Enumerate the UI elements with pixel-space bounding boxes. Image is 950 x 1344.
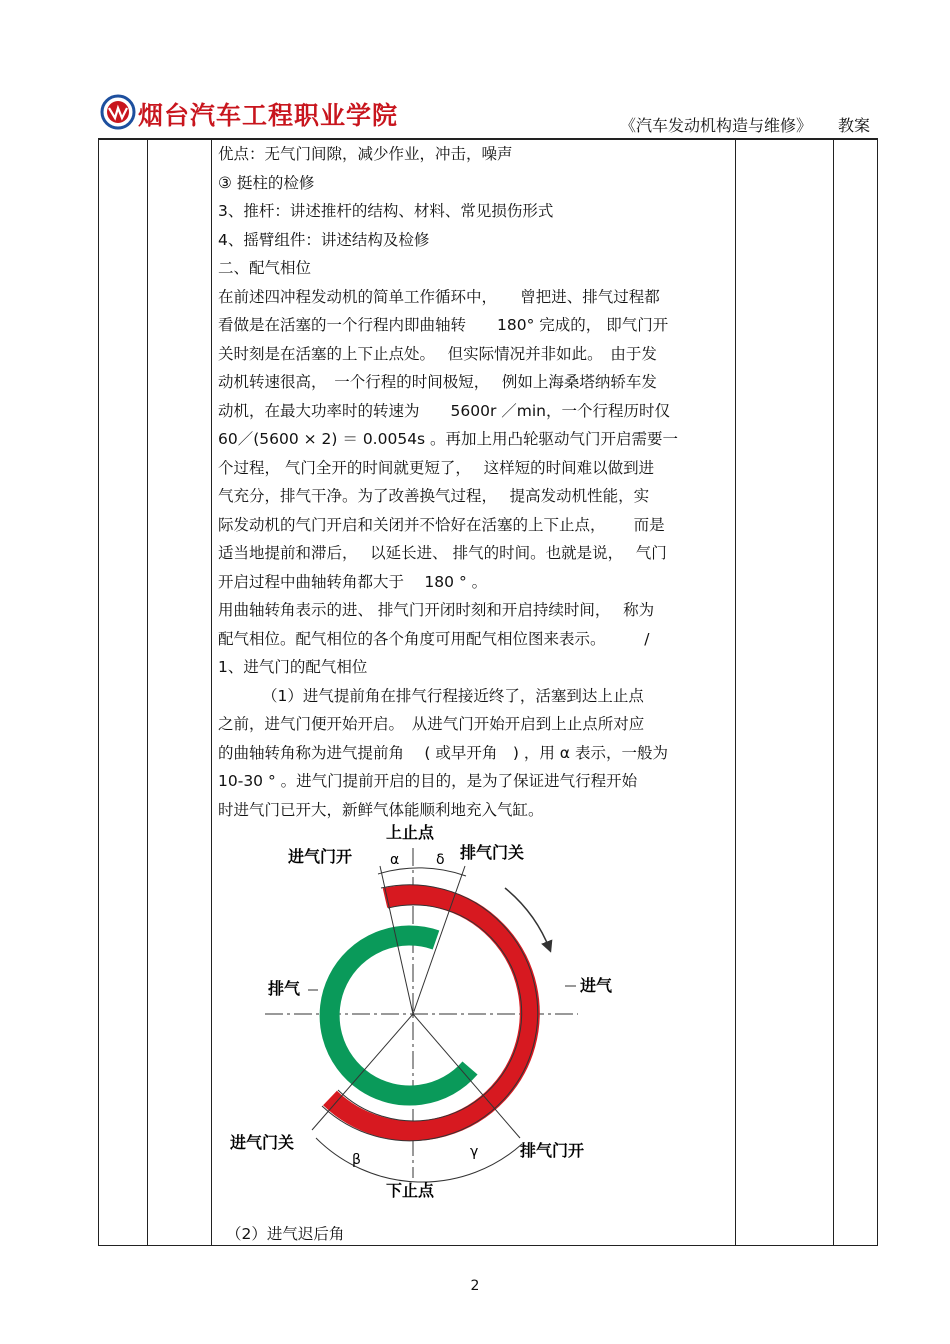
exhaust-close-label: 排气门关: [460, 843, 525, 862]
column-divider: [147, 139, 148, 1245]
alpha-label: α: [390, 852, 400, 868]
text-line: 60／(5600 × 2) ＝ 0.0054s 。再加上用凸轮驱动气门开启需要一: [218, 430, 679, 448]
page-header: [0, 0, 950, 140]
top-angle-arc: [378, 868, 466, 876]
top-dead-center-label: 上止点: [386, 823, 435, 842]
text-line: 时进气门已开大，新鲜气体能顺利地充入气缸。: [218, 800, 544, 819]
column-divider: [833, 139, 834, 1245]
text-line: 看做是在活塞的一个行程内即曲轴转 180° 完成的， 即气门开: [218, 316, 669, 334]
exhaust-label: 排气: [268, 979, 301, 998]
exhaust-arc: [330, 936, 470, 1096]
text-line: 在前述四冲程发动机的简单工作循环中， 曾把进、排气过程都: [218, 287, 660, 306]
text-line: （1）进气提前角在排气行程接近终了，活塞到达上止点: [262, 686, 644, 705]
text-line: 3、推杆：讲述推杆的结构、材料、常见损伤形式: [218, 202, 554, 220]
bottom-angle-arc: [316, 1138, 522, 1182]
course-title: 《汽车发动机构造与维修》: [619, 116, 812, 135]
school-name: 烟台汽车工程职业学院: [138, 101, 399, 130]
text-line: 动机转速很高， 一个行程的时间极短， 例如上海桑塔纳轿车发: [218, 373, 657, 391]
gamma-label: γ: [470, 1144, 479, 1160]
subsection-heading: 1、进气门的配气相位: [218, 658, 368, 676]
intake-close-label: 进气门关: [230, 1133, 295, 1152]
beta-label: β: [352, 1152, 361, 1168]
text-line: 配气相位。配气相位的各个角度可用配气相位图来表示。 /: [218, 629, 650, 648]
school-logo: [100, 92, 420, 132]
text-line: 际发动机的气门开启和关闭并不恰好在活塞的上下止点， 而是: [218, 515, 665, 534]
text-line: 之前，进气门便开始开启。 从进气门开始开启到上止点所对应: [218, 715, 645, 733]
intake-open-label: 进气门开: [288, 847, 353, 866]
text-line: 动机，在最大功率时的转速为 5600r ／min，一个行程历时仅: [218, 401, 670, 420]
text-line: 的曲轴转角称为进气提前角 ( 或早开角 ) ，用 α 表示，一般为: [218, 743, 668, 762]
text-line: ③ 挺柱的检修: [218, 173, 315, 192]
delta-label: δ: [436, 852, 445, 868]
bottom-dead-center-label: 下止点: [386, 1181, 435, 1200]
doc-type: 教案: [837, 116, 870, 135]
course-header: [620, 113, 870, 136]
text-line: 个过程， 气门全开的时间就更短了， 这样短的时间难以做到进: [218, 458, 655, 477]
text-line: 用曲轴转角表示的进、 排气门开闭时刻和开启持续时间， 称为: [218, 601, 655, 619]
text-line: 适当地提前和滞后， 以延长进、 排气的时间。也就是说， 气门: [218, 544, 667, 562]
text-line: 气充分，排气干净。为了改善换气过程， 提高发动机性能，实: [218, 487, 650, 505]
exhaust-open-label: 排气门开: [520, 1141, 585, 1160]
school-emblem-icon: [100, 94, 136, 130]
text-line: 开启过程中曲轴转角都大于 180 ° 。: [218, 572, 488, 591]
valve-timing-diagram: [220, 818, 620, 1208]
text-line: 4、摇臂组件：讲述结构及检修: [218, 230, 430, 249]
text-line: 优点：无气门间隙，减少作业，冲击，噪声: [218, 145, 513, 163]
text-line: （2）进气迟后角: [226, 1225, 345, 1243]
text-line: 10-30 ° 。进气门提前开启的目的，是为了保证进气行程开始: [218, 772, 638, 790]
section-heading: 二、配气相位: [218, 259, 312, 277]
page-number: 2: [470, 1278, 480, 1294]
text-line: 关时刻是在活塞的上下止点处。 但实际情况并非如此。 由于发: [218, 344, 657, 363]
lesson-content: [218, 140, 733, 824]
intake-label: 进气: [580, 976, 613, 995]
column-divider: [211, 139, 212, 1245]
column-divider: [735, 139, 736, 1245]
